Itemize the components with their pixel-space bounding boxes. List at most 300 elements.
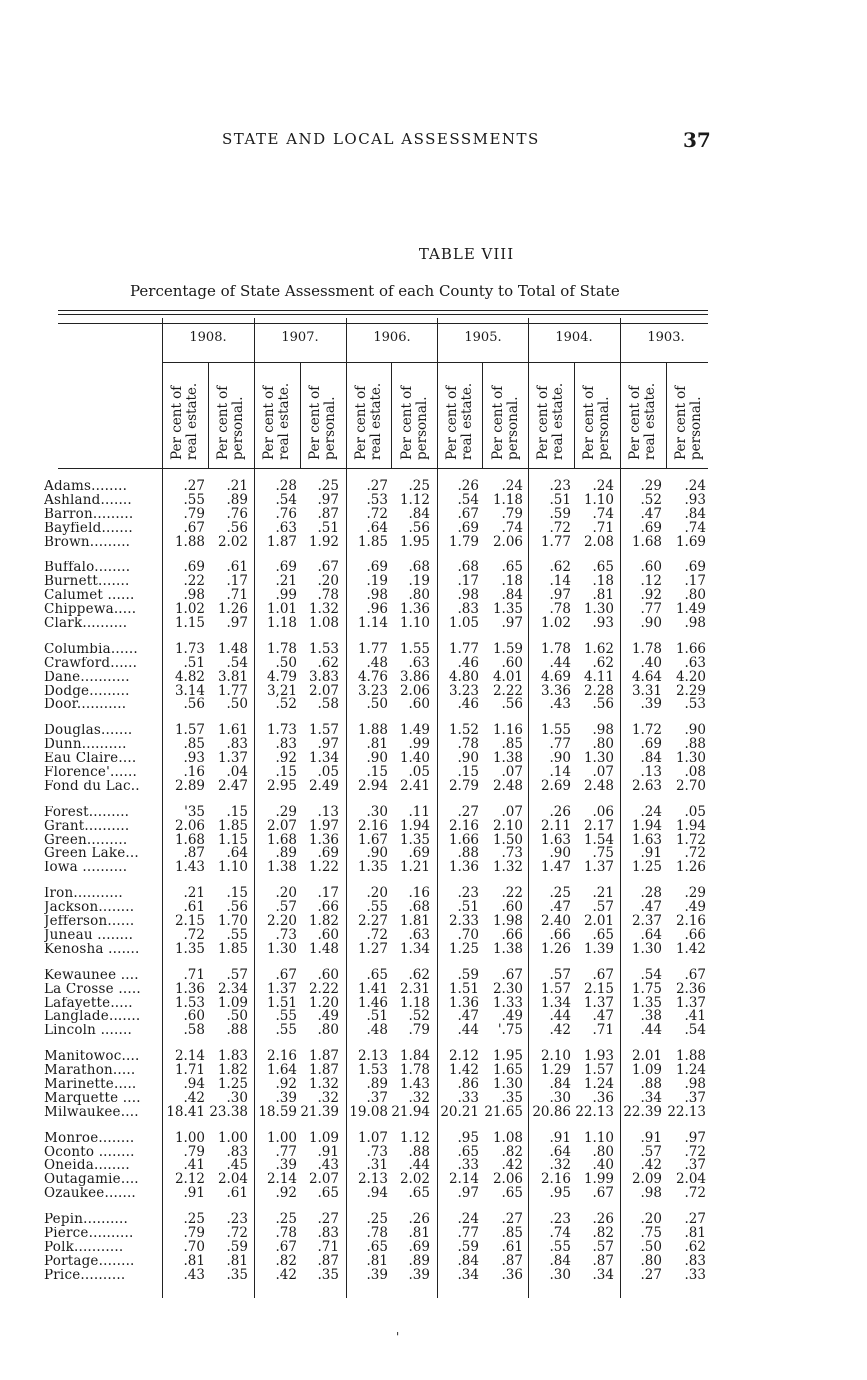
personal-cell: 1.39 (583, 940, 614, 957)
personal-cell: 1.20 (308, 994, 339, 1011)
personal-cell: .98 (684, 615, 706, 632)
county-name: Green......... (44, 833, 128, 848)
header-line: Per cent of (627, 385, 643, 460)
county-name: Bayfield....... (44, 521, 133, 536)
real-estate-cell: .79 (183, 505, 205, 522)
real-estate-cell: 4.82 (174, 668, 205, 685)
personal-cell: .98 (592, 722, 614, 739)
header-bottom-rule (58, 468, 708, 469)
real-estate-cell: .83 (457, 601, 479, 618)
real-estate-cell: 2.12 (174, 1171, 205, 1188)
real-estate-cell: .98 (457, 587, 479, 604)
running-title: STATE AND LOCAL ASSESSMENTS (222, 130, 540, 148)
personal-cell: 2.16 (675, 913, 706, 930)
personal-cell: .66 (684, 926, 706, 943)
personal-cell: .16 (408, 885, 430, 902)
real-estate-cell: .81 (366, 736, 388, 753)
real-estate-cell: .69 (275, 559, 297, 576)
year-label: 1906. (373, 330, 411, 345)
real-estate-cell: .90 (457, 750, 479, 767)
personal-cell: .64 (226, 845, 248, 862)
personal-cell: .56 (226, 519, 248, 536)
personal-cell: .52 (408, 1008, 430, 1025)
personal-cell: .85 (501, 736, 523, 753)
header-line: Per cent of (307, 385, 323, 460)
personal-cell: .62 (684, 1238, 706, 1255)
personal-cell: 1.15 (217, 831, 248, 848)
personal-cell: .61 (501, 1238, 523, 1255)
personal-cell: .25 (317, 478, 339, 494)
real-estate-cell: 1.43 (174, 859, 205, 876)
table-subtitle: Percentage of State Assessment of each County to Total of State (130, 282, 620, 300)
personal-cell: .51 (317, 519, 339, 536)
personal-cell: .65 (592, 559, 614, 576)
personal-cell: 1.16 (492, 722, 523, 739)
real-estate-cell: 1.14 (357, 615, 388, 632)
real-estate-cell: .60 (640, 559, 662, 576)
real-estate-cell: .51 (549, 491, 571, 508)
header-line: Per cent of (399, 385, 415, 460)
real-estate-cell: .43 (549, 696, 571, 713)
personal-cell: .59 (226, 1238, 248, 1255)
real-estate-cell: .69 (640, 519, 662, 536)
personal-cell: .88 (226, 1022, 248, 1039)
personal-cell: .89 (226, 491, 248, 508)
personal-cell: 1.50 (492, 831, 523, 848)
personal-cell: .72 (684, 845, 706, 862)
personal-cell: .37 (684, 1089, 706, 1106)
real-estate-cell: .86 (457, 1075, 479, 1092)
personal-cell: .87 (317, 1252, 339, 1269)
real-estate-cell: .42 (640, 1157, 662, 1174)
real-estate-cell: 1.35 (174, 940, 205, 957)
real-estate-cell: 1.46 (357, 994, 388, 1011)
real-estate-cell: .71 (183, 966, 205, 983)
real-estate-cell: .79 (183, 1224, 205, 1241)
personal-cell: 1.18 (399, 994, 430, 1011)
personal-cell: 1.95 (399, 533, 430, 550)
personal-cell: .30 (226, 1089, 248, 1106)
real-estate-cell: .50 (275, 654, 297, 671)
real-estate-cell: 2.07 (266, 817, 297, 834)
real-estate-cell: 2.09 (631, 1171, 662, 1188)
personal-cell: 1.97 (308, 817, 339, 834)
real-estate-cell: 1.38 (266, 859, 297, 876)
personal-cell: 1.88 (675, 1048, 706, 1065)
personal-cell: 1.57 (583, 1062, 614, 1079)
real-estate-header (445, 370, 481, 460)
personal-cell: .80 (317, 1022, 339, 1039)
personal-cell: 2.06 (399, 682, 430, 699)
personal-cell: 1.30 (675, 750, 706, 767)
county-name: Lincoln ....... (44, 1024, 133, 1039)
real-estate-cell: .90 (640, 615, 662, 632)
personal-cell: .87 (501, 1252, 523, 1269)
real-estate-cell: 1.15 (174, 615, 205, 632)
real-estate-cell: .78 (275, 1224, 297, 1241)
personal-cell: 1.37 (217, 750, 248, 767)
real-estate-cell: .26 (549, 803, 571, 820)
real-estate-cell: .23 (457, 885, 479, 902)
personal-cell: .69 (408, 845, 430, 862)
real-estate-cell: 1.09 (631, 1062, 662, 1079)
real-estate-cell: .23 (549, 478, 571, 494)
personal-cell: .60 (317, 926, 339, 943)
subcolumn-divider (666, 362, 667, 468)
real-estate-cell: 1.47 (540, 859, 571, 876)
personal-cell: 1.84 (399, 1048, 430, 1065)
real-estate-cell: 1.35 (357, 859, 388, 876)
personal-cell: 2.06 (492, 1171, 523, 1188)
real-estate-cell: .84 (549, 1075, 571, 1092)
personal-cell: .60 (408, 696, 430, 713)
personal-cell: 2.29 (675, 682, 706, 699)
real-estate-cell: 1.77 (448, 640, 479, 657)
personal-cell: .15 (226, 803, 248, 820)
real-estate-cell: 2.20 (266, 913, 297, 930)
real-estate-cell: .27 (183, 478, 205, 494)
real-estate-cell: 1.02 (174, 601, 205, 618)
personal-cell: .74 (592, 505, 614, 522)
header-line: personal. (596, 396, 612, 460)
real-estate-cell: .31 (366, 1157, 388, 1174)
year-label: 1908. (189, 330, 227, 345)
personal-cell: .35 (226, 1266, 248, 1283)
real-estate-cell: .62 (549, 559, 571, 576)
real-estate-cell: .84 (640, 750, 662, 767)
personal-cell: .49 (684, 899, 706, 916)
county-name: Oneida........ (44, 1159, 130, 1174)
personal-cell: .60 (501, 899, 523, 916)
real-estate-cell: 1.53 (357, 1062, 388, 1079)
personal-cell: .97 (317, 736, 339, 753)
personal-cell: .83 (226, 736, 248, 753)
personal-cell: 22.13 (575, 1103, 614, 1120)
personal-cell: 1.26 (217, 601, 248, 618)
personal-cell: 1.37 (675, 994, 706, 1011)
personal-cell: .32 (317, 1089, 339, 1106)
personal-cell: 1.30 (583, 601, 614, 618)
personal-cell: .15 (226, 885, 248, 902)
personal-cell: .71 (592, 1022, 614, 1039)
personal-cell: 1.10 (583, 1129, 614, 1146)
personal-cell: .36 (592, 1089, 614, 1106)
real-estate-cell: .95 (457, 1129, 479, 1146)
county-name: Pierce.......... (44, 1226, 134, 1241)
real-estate-cell: 3.36 (540, 682, 571, 699)
real-estate-cell: 1.25 (631, 859, 662, 876)
real-estate-cell: .69 (366, 559, 388, 576)
personal-cell: .40 (592, 1157, 614, 1174)
real-estate-cell: .19 (366, 573, 388, 590)
personal-cell: .39 (408, 1266, 430, 1283)
personal-cell: .98 (684, 1075, 706, 1092)
personal-cell: .21 (592, 885, 614, 902)
real-estate-cell: .92 (275, 1075, 297, 1092)
real-estate-cell: .17 (457, 573, 479, 590)
real-estate-cell: .55 (275, 1022, 297, 1039)
real-estate-cell: .27 (457, 803, 479, 820)
personal-cell: .63 (408, 654, 430, 671)
real-estate-cell: 3.23 (448, 682, 479, 699)
county-name: Manitowoc.... (44, 1050, 140, 1065)
personal-cell: 1.49 (399, 722, 430, 739)
personal-cell: 1.57 (308, 722, 339, 739)
personal-cell: 1.66 (675, 640, 706, 657)
personal-cell: 22.13 (667, 1103, 706, 1120)
real-estate-cell: .16 (183, 764, 205, 781)
personal-cell: 1.83 (217, 1048, 248, 1065)
real-estate-cell: .46 (457, 654, 479, 671)
real-estate-cell: .59 (457, 1238, 479, 1255)
county-name: La Crosse ..... (44, 982, 141, 997)
real-estate-cell: .25 (183, 1211, 205, 1228)
real-estate-cell: .80 (640, 1252, 662, 1269)
personal-cell: .62 (592, 654, 614, 671)
county-name: Lafayette..... (44, 996, 133, 1011)
real-estate-cell: .55 (366, 899, 388, 916)
county-name: Forest......... (44, 805, 130, 820)
real-estate-cell: .66 (549, 926, 571, 943)
county-name: Marinette..... (44, 1077, 137, 1092)
personal-cell: .63 (408, 926, 430, 943)
real-estate-cell: .63 (275, 519, 297, 536)
real-estate-cell: .24 (640, 803, 662, 820)
personal-cell: .63 (684, 654, 706, 671)
personal-cell: 2.01 (583, 913, 614, 930)
real-estate-cell: 2.16 (540, 1171, 571, 1188)
personal-cell: .68 (408, 899, 430, 916)
personal-cell: 1.09 (217, 994, 248, 1011)
real-estate-cell: .91 (640, 1129, 662, 1146)
county-name: Pepin.......... (44, 1213, 129, 1227)
personal-cell: 1.94 (399, 817, 430, 834)
personal-cell: .50 (226, 1008, 248, 1025)
real-estate-cell: .65 (366, 966, 388, 983)
real-estate-cell: 1.87 (266, 533, 297, 550)
personal-cell: .65 (501, 1185, 523, 1202)
personal-cell: 3.86 (399, 668, 430, 685)
real-estate-cell: .47 (640, 505, 662, 522)
real-estate-cell: .69 (640, 736, 662, 753)
year-rule (162, 362, 708, 363)
real-estate-cell: 1.88 (174, 533, 205, 550)
real-estate-cell: .60 (183, 1008, 205, 1025)
personal-cell: 1.24 (675, 1062, 706, 1079)
real-estate-cell: .94 (366, 1185, 388, 1202)
personal-cell: .41 (684, 1008, 706, 1025)
personal-cell: .97 (501, 615, 523, 632)
personal-cell: 3.81 (217, 668, 248, 685)
real-estate-cell: .44 (457, 1022, 479, 1039)
personal-cell: 1.08 (308, 615, 339, 632)
real-estate-cell: .15 (457, 764, 479, 781)
real-estate-cell: .34 (457, 1266, 479, 1283)
personal-cell: .81 (592, 587, 614, 604)
county-name: Outagamie.... (44, 1173, 139, 1188)
county-name: Dane........... (44, 670, 130, 685)
real-estate-cell: 2.14 (174, 1048, 205, 1065)
personal-cell: .65 (317, 1185, 339, 1202)
personal-cell: .04 (226, 764, 248, 781)
real-estate-cell: 1.85 (357, 533, 388, 550)
real-estate-cell: 2.11 (540, 817, 571, 834)
personal-cell: 1.53 (308, 640, 339, 657)
real-estate-cell: 3.31 (631, 682, 662, 699)
real-estate-cell: 2.06 (174, 817, 205, 834)
real-estate-cell: .92 (275, 750, 297, 767)
header-line: Per cent of (353, 385, 369, 460)
real-estate-cell: .84 (549, 1252, 571, 1269)
real-estate-cell: 4.69 (540, 668, 571, 685)
real-estate-cell: .47 (457, 1008, 479, 1025)
real-estate-cell: .54 (640, 966, 662, 983)
real-estate-cell: .67 (275, 1238, 297, 1255)
personal-cell: .62 (317, 654, 339, 671)
personal-cell: 1.12 (399, 491, 430, 508)
county-name: Adams........ (44, 480, 128, 494)
county-name: Brown......... (44, 535, 131, 550)
real-estate-cell: .98 (366, 587, 388, 604)
personal-cell: .97 (684, 1129, 706, 1146)
personal-cell: .35 (501, 1089, 523, 1106)
real-estate-cell: .39 (640, 696, 662, 713)
personal-cell: 1.32 (308, 1075, 339, 1092)
real-estate-cell: .72 (549, 519, 571, 536)
real-estate-cell: .68 (457, 559, 479, 576)
personal-cell: .74 (684, 519, 706, 536)
personal-cell: 1.37 (583, 859, 614, 876)
real-estate-cell: .54 (275, 491, 297, 508)
real-estate-cell: .72 (366, 505, 388, 522)
real-estate-cell: .64 (366, 519, 388, 536)
personal-cell: .66 (501, 926, 523, 943)
personal-cell: 1.49 (675, 601, 706, 618)
county-name: Dodge......... (44, 684, 130, 699)
real-estate-cell: .69 (183, 559, 205, 576)
county-name: Oconto ........ (44, 1145, 135, 1160)
county-name: Clark.......... (44, 617, 128, 631)
table-title: TABLE VIII (418, 245, 515, 263)
real-estate-cell: .98 (183, 587, 205, 604)
header-line: personal. (414, 396, 430, 460)
year-label: 1905. (464, 330, 502, 345)
real-estate-cell: 1.05 (448, 615, 479, 632)
personal-cell: 2.22 (308, 980, 339, 997)
real-estate-cell: .96 (366, 601, 388, 618)
real-estate-header (262, 370, 298, 460)
personal-cell: .22 (501, 885, 523, 902)
real-estate-cell: 1.00 (174, 1129, 205, 1146)
personal-cell: .42 (501, 1157, 523, 1174)
personal-cell: 1.18 (492, 491, 523, 508)
real-estate-cell: 2.27 (357, 913, 388, 930)
personal-cell: .65 (592, 926, 614, 943)
real-estate-cell: .41 (183, 1157, 205, 1174)
real-estate-cell: .42 (183, 1089, 205, 1106)
personal-cell: 1.99 (583, 1171, 614, 1188)
real-estate-cell: .14 (549, 764, 571, 781)
personal-cell: 3.83 (308, 668, 339, 685)
personal-cell: .67 (592, 1185, 614, 1202)
real-estate-cell: 20.21 (440, 1103, 479, 1120)
real-estate-cell: .44 (549, 654, 571, 671)
real-estate-cell: .21 (183, 885, 205, 902)
real-estate-cell: .14 (549, 573, 571, 590)
real-estate-cell: .58 (183, 1022, 205, 1039)
personal-cell: .24 (684, 478, 706, 494)
real-estate-cell: .46 (457, 696, 479, 713)
personal-cell: 1.08 (492, 1129, 523, 1146)
real-estate-cell: .90 (366, 845, 388, 862)
real-estate-cell: 1.53 (174, 994, 205, 1011)
real-estate-cell: .33 (457, 1089, 479, 1106)
personal-cell: 4.20 (675, 668, 706, 685)
real-estate-cell: .61 (183, 899, 205, 916)
personal-cell: .05 (317, 764, 339, 781)
real-estate-cell: .59 (549, 505, 571, 522)
personal-cell: .34 (592, 1266, 614, 1283)
county-name: Chippewa..... (44, 603, 137, 618)
real-estate-cell: 19.08 (349, 1103, 388, 1120)
real-estate-cell: .83 (275, 736, 297, 753)
personal-cell: 1.36 (399, 601, 430, 618)
personal-cell: 2.17 (583, 817, 614, 834)
real-estate-cell: .51 (366, 1008, 388, 1025)
personal-cell: .83 (684, 1252, 706, 1269)
real-estate-cell: 1.94 (631, 817, 662, 834)
real-estate-cell: 1.68 (266, 831, 297, 848)
county-name: Crawford...... (44, 656, 138, 671)
real-estate-cell: .90 (549, 845, 571, 862)
header-line: Per cent of (444, 385, 460, 460)
personal-cell: .81 (684, 1224, 706, 1241)
real-estate-cell: 1.73 (266, 722, 297, 739)
personal-cell: 1.85 (217, 940, 248, 957)
personal-cell: 1.34 (308, 750, 339, 767)
real-estate-cell: .20 (640, 1211, 662, 1228)
real-estate-cell: 1.26 (540, 940, 571, 957)
personal-cell: .29 (684, 885, 706, 902)
personal-cell: .62 (408, 966, 430, 983)
real-estate-cell: .52 (275, 696, 297, 713)
real-estate-cell: .57 (549, 966, 571, 983)
real-estate-cell: 2.95 (266, 777, 297, 794)
real-estate-cell: .22 (183, 573, 205, 590)
county-name: Kewaunee .... (44, 968, 139, 983)
real-estate-cell: .13 (640, 764, 662, 781)
real-estate-cell: .51 (183, 654, 205, 671)
real-estate-cell: 1.37 (266, 980, 297, 997)
real-estate-cell: .72 (183, 926, 205, 943)
subcolumn-divider (482, 362, 483, 468)
personal-header (400, 370, 436, 460)
personal-cell: .67 (592, 966, 614, 983)
personal-cell: .49 (317, 1008, 339, 1025)
personal-cell: .93 (684, 491, 706, 508)
personal-cell: .66 (317, 899, 339, 916)
real-estate-cell: 1.68 (631, 533, 662, 550)
real-estate-cell: .52 (640, 491, 662, 508)
personal-cell: .80 (408, 587, 430, 604)
real-estate-cell: 2.89 (174, 777, 205, 794)
personal-cell: .56 (226, 899, 248, 916)
real-estate-cell: .88 (640, 1075, 662, 1092)
personal-cell: .88 (408, 1143, 430, 1160)
personal-cell: .68 (408, 559, 430, 576)
real-estate-cell: 2.16 (357, 817, 388, 834)
real-estate-cell: .94 (183, 1075, 205, 1092)
